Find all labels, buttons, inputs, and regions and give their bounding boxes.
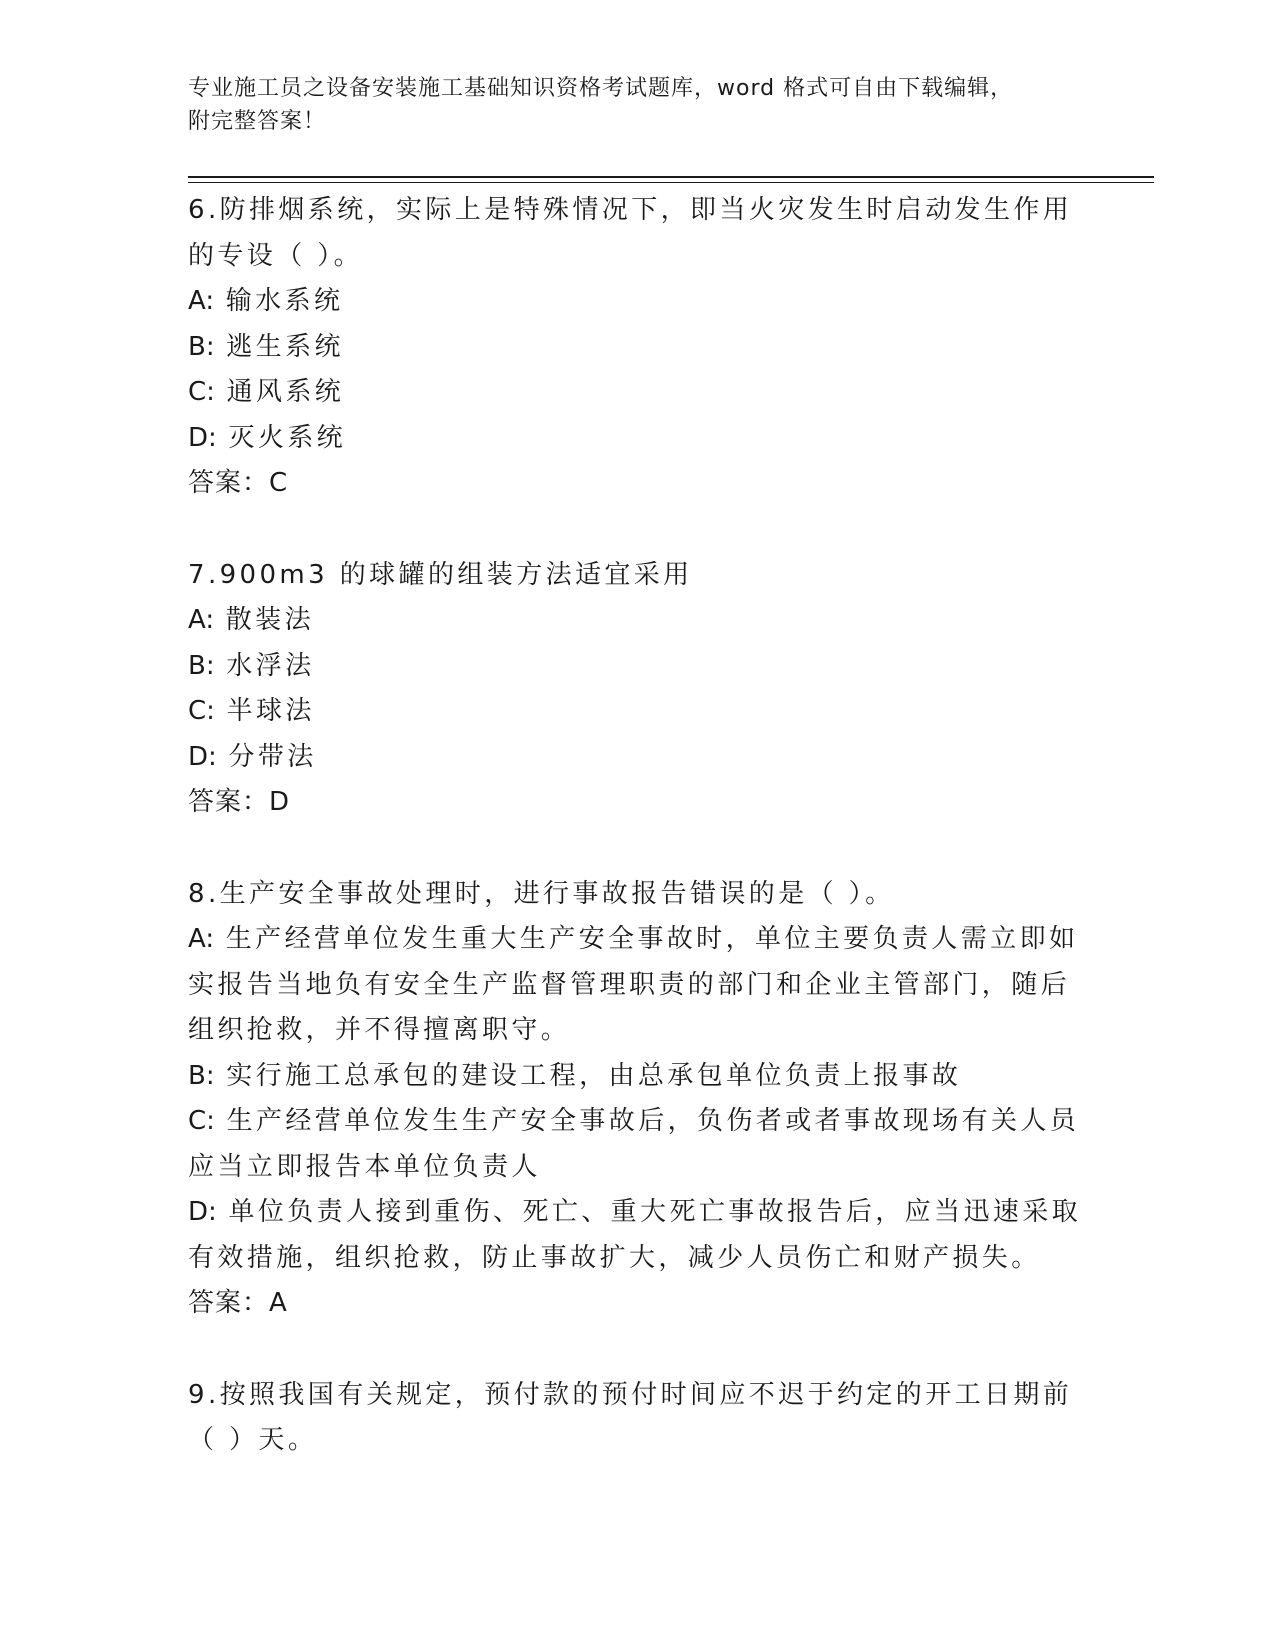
option-text: 单位负责人接到重伤、死亡、重大死亡事故报告后，应当迅速采取 bbox=[228, 1197, 1082, 1227]
option-c bbox=[188, 1099, 1088, 1145]
option-label: D: bbox=[188, 422, 217, 453]
option-text: 半球法 bbox=[226, 696, 315, 726]
option-c-continued: 应当立即报告本单位负责人 bbox=[188, 1151, 541, 1182]
option-label: B: bbox=[188, 1060, 215, 1091]
question-stem-line: 6.防排烟系统，实际上是特殊情况下，即当火灾发生时启动发生作用 bbox=[188, 195, 1073, 225]
option-c bbox=[188, 370, 1088, 416]
question-list bbox=[188, 188, 1088, 1510]
answer-line: 答案：D bbox=[188, 787, 291, 817]
question-stem-line: 8.生产安全事故处理时，进行事故报告错误的是（ ）。 bbox=[188, 878, 895, 909]
option-b bbox=[188, 325, 1088, 371]
option-d bbox=[188, 416, 1088, 462]
option-c bbox=[188, 689, 1088, 735]
question-8 bbox=[188, 872, 1088, 1327]
question-stem-line: 7.900m3 的球罐的组装方法适宜采用 bbox=[188, 559, 693, 590]
option-a bbox=[188, 917, 1088, 963]
option-d-continued: 有效措施，组织抢救，防止事故扩大，减少人员伤亡和财产损失。 bbox=[188, 1242, 1041, 1273]
question-9 bbox=[188, 1373, 1088, 1464]
option-text: 灭火系统 bbox=[228, 422, 347, 453]
option-a bbox=[188, 598, 1088, 644]
option-a-continued: 实报告当地负有安全生产监督管理职责的部门和企业主管部门，随后 bbox=[188, 969, 1071, 1000]
option-a-continued: 组织抢救，并不得擅离职守。 bbox=[188, 1015, 571, 1045]
option-label: D: bbox=[188, 741, 217, 772]
option-label: C: bbox=[188, 696, 215, 726]
question-7 bbox=[188, 553, 1088, 826]
option-label: C: bbox=[188, 1106, 215, 1136]
option-label: A: bbox=[188, 605, 215, 635]
document-header bbox=[188, 72, 1068, 138]
header-divider-thick bbox=[188, 176, 1154, 178]
option-text: 生产经营单位发生重大生产安全事故时，单位主要负责人需立即如 bbox=[225, 924, 1079, 954]
option-text: 生产经营单位发生生产安全事故后，负伤者或者事故现场有关人员 bbox=[226, 1106, 1080, 1136]
option-text: 散装法 bbox=[225, 605, 314, 635]
option-text: 逃生系统 bbox=[226, 331, 344, 362]
option-d bbox=[188, 1190, 1088, 1236]
option-label: B: bbox=[188, 650, 215, 681]
option-label: B: bbox=[188, 331, 215, 362]
option-b bbox=[188, 1054, 1088, 1100]
option-text: 水浮法 bbox=[226, 650, 315, 681]
answer-line: 答案：A bbox=[188, 1288, 288, 1318]
option-text: 分带法 bbox=[228, 741, 317, 772]
option-label: C: bbox=[188, 377, 215, 407]
question-stem-line: 9.按照我国有关规定，预付款的预付时间应不迟于约定的开工日期前 bbox=[188, 1379, 1073, 1410]
option-b bbox=[188, 644, 1088, 690]
question-stem-line: （ ）天。 bbox=[188, 1425, 318, 1455]
question-6 bbox=[188, 188, 1088, 507]
option-label: A: bbox=[188, 924, 215, 954]
header-line-1: 专业施工员之设备安装施工基础知识资格考试题库，word 格式可自由下载编辑， bbox=[188, 76, 1014, 101]
option-a bbox=[188, 279, 1088, 325]
option-label: D: bbox=[188, 1197, 217, 1227]
option-text: 输水系统 bbox=[225, 286, 344, 316]
answer-line: 答案：C bbox=[188, 468, 289, 498]
question-stem-line: 的专设（ ）。 bbox=[188, 240, 364, 271]
option-label: A: bbox=[188, 286, 215, 316]
option-d bbox=[188, 735, 1088, 781]
header-divider-thin bbox=[188, 182, 1154, 183]
header-line-2: 附完整答案！ bbox=[188, 109, 327, 134]
option-text: 通风系统 bbox=[226, 377, 345, 407]
option-text: 实行施工总承包的建设工程，由总承包单位负责上报事故 bbox=[226, 1060, 962, 1091]
